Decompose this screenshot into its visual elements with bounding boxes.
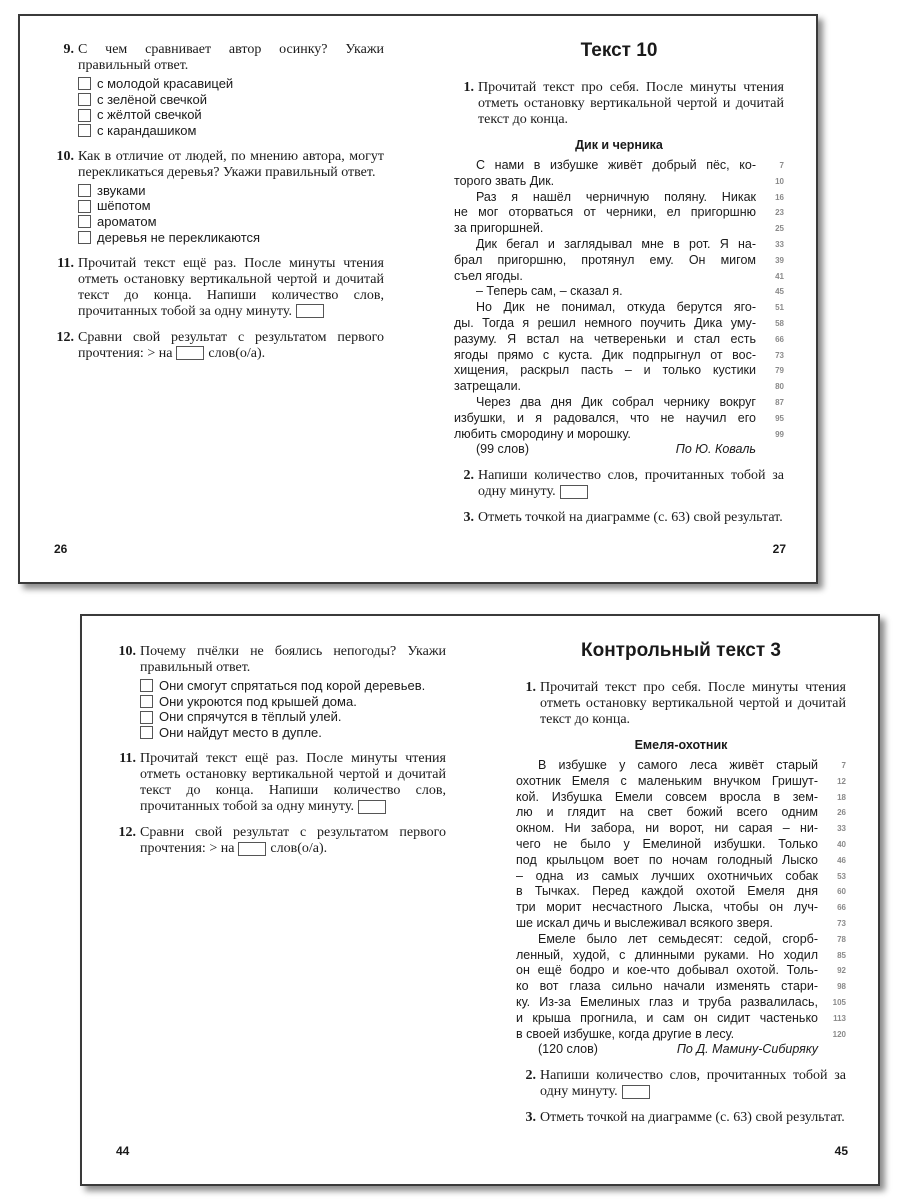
story-title: Емеля-охотник: [634, 738, 728, 752]
story-line: [516, 805, 846, 821]
story-line-text: ко вот глаза сильно начали изменять стари-: [516, 979, 818, 994]
question-10: [54, 149, 384, 246]
story-line: [516, 821, 846, 837]
answer-option[interactable]: [78, 183, 384, 199]
checkbox[interactable]: [78, 200, 91, 213]
story-line-text: избушки, и я радовался, что не научил его: [454, 410, 756, 425]
story-line: [516, 900, 846, 916]
question-number: 12.: [56, 329, 74, 345]
answer-option[interactable]: [78, 123, 384, 139]
story-line-text: и крыша прогнила, и сам он сидит частенько: [516, 1010, 818, 1025]
word-counter: 12: [837, 776, 846, 786]
word-counter: 66: [775, 334, 784, 344]
story-line-text: ягоды прямо с куста. Дик подпрыгнул от вос-: [454, 347, 756, 362]
story-line: [516, 963, 846, 979]
page-45: [482, 616, 882, 1184]
story-line: [454, 300, 784, 316]
story-title: Дик и черника: [575, 138, 663, 152]
word-counter: 66: [837, 903, 846, 913]
option-label: Они укроются под крышей дома.: [159, 693, 357, 709]
story-line-text: С нами в избушке живёт добрый пёс, ко-: [476, 158, 756, 172]
answer-options: [140, 678, 446, 741]
option-label: Они спрячутся в тёплый улей.: [159, 709, 342, 725]
story-line: [516, 948, 846, 964]
question-text: Сравни свой результат с результатом первого прочтения: > на: [140, 824, 446, 856]
word-counter: 73: [837, 918, 846, 928]
story-line-text: Но Дик не понимал, откуда берутся яго-: [476, 300, 756, 315]
story-text: [454, 158, 784, 442]
question-2: [516, 1068, 846, 1100]
story-line-text: за пригоршней.: [454, 221, 544, 236]
story-line-text: он ещё бодро и кое-что добывал охотой. Толь-: [516, 963, 818, 978]
story-footer: [454, 442, 784, 458]
word-counter: 78: [837, 934, 846, 944]
story-line-text: затрещали.: [454, 379, 522, 394]
story-line: [454, 190, 784, 206]
word-counter: 16: [775, 192, 784, 202]
story-line-text: кой. Избушка Емели совсем вросла в зем-: [516, 789, 818, 804]
story-line: [454, 332, 784, 348]
option-label: с карандашиком: [97, 122, 197, 138]
word-counter: 113: [833, 1013, 846, 1023]
word-counter: 40: [837, 839, 846, 849]
story-line: [454, 237, 784, 253]
story-line: [454, 221, 784, 237]
option-label: ароматом: [97, 213, 157, 229]
question-number: 10.: [118, 644, 136, 659]
story-line: [516, 774, 846, 790]
word-counter: 105: [832, 997, 846, 1007]
story-line: [516, 853, 846, 869]
story-line: [516, 995, 846, 1011]
story-line-text: Раз я нашёл черничную поляну. Никак: [476, 189, 756, 204]
option-label: Они смогут спрятаться под корой деревьев.: [159, 677, 426, 693]
word-counter: 99: [775, 429, 784, 439]
story-line-text: брал пригоршню, протянул ему. Он мигом: [454, 252, 756, 267]
story-line-text: под крыльцом воет по ночам голодный Лыско: [516, 852, 818, 867]
story-line: [454, 205, 784, 221]
story-line-text: разуму. Я встал на четвереньки и стал есть: [454, 331, 756, 346]
story-line: [454, 284, 784, 300]
story-line-text: – Теперь сам, – сказал я.: [476, 284, 623, 299]
word-counter: 7: [841, 761, 846, 770]
story-line: [454, 316, 784, 332]
question-number: 3.: [463, 510, 474, 526]
question-12: [116, 825, 446, 857]
word-counter: 18: [837, 792, 846, 802]
story-author: По Д. Мамину-Сибиряку: [676, 1042, 818, 1057]
story-line-text: в своей избушке, когда другие в лесу.: [516, 1026, 735, 1041]
question-text: С чем сравнивает автор осинку? Укажи правильный ответ.: [78, 42, 384, 73]
question-text: Прочитай текст про себя. После минуты чтения отметь остановку вертикальной чертой и дочитай текст до конца.: [540, 680, 846, 727]
story-line-text: В избушке у самого леса живёт старый: [538, 758, 818, 772]
checkbox[interactable]: [78, 93, 91, 106]
question-12: [54, 330, 384, 362]
word-counter: 41: [775, 271, 784, 281]
question-1: [516, 680, 846, 728]
checkbox[interactable]: [78, 109, 91, 122]
story-line-text: в Тычках. Перед каждой охотой Емеля дня: [516, 884, 818, 899]
story-line: [454, 363, 784, 379]
word-counter: 85: [837, 950, 846, 960]
checkbox[interactable]: [140, 726, 153, 739]
word-counter: 39: [775, 255, 784, 265]
story-line-text: не мог оторваться от черники, ел пригоршню: [454, 205, 756, 220]
question-text: Напиши количество слов, прочитанных тобой за одну минуту.: [540, 1068, 846, 1100]
question-number: 10.: [56, 148, 74, 164]
word-counter: 98: [837, 982, 846, 992]
word-counter: 79: [775, 366, 784, 376]
word-count: (99 слов): [476, 442, 529, 457]
answer-option[interactable]: [78, 230, 384, 246]
page-title: Текст 10: [580, 40, 658, 61]
answer-option[interactable]: [140, 694, 446, 710]
word-counter: 73: [775, 350, 784, 360]
question-text-suffix: слов(о/а).: [270, 840, 328, 856]
word-counter: 58: [775, 318, 784, 328]
word-count: (120 слов): [538, 1042, 598, 1057]
question-3: [454, 510, 784, 526]
question-text: Прочитай текст ещё раз. После минуты чтения отметь остановку вертикальной чертой и дочитай текст до конца. Напиши количество слов, прочитанных тобой за одну минуту.: [78, 255, 384, 319]
story-line-text: лю и глядит на свет божий всего одним: [516, 805, 818, 820]
question-number: 2.: [463, 468, 474, 484]
checkbox[interactable]: [140, 695, 153, 708]
option-label: с молодой красавицей: [97, 75, 234, 91]
checkbox[interactable]: [78, 184, 91, 197]
answer-option[interactable]: [140, 709, 446, 725]
word-counter: 60: [837, 887, 846, 897]
checkbox[interactable]: [78, 124, 91, 137]
story-line: [516, 932, 846, 948]
answer-options: [78, 183, 384, 246]
question-text-suffix: слов(о/а).: [208, 345, 266, 361]
page-44: [82, 616, 482, 1184]
story-line: [454, 158, 784, 174]
story-line: [516, 758, 846, 774]
word-counter: 51: [775, 303, 784, 313]
story-line-text: ше искал дичь и выслеживал всякого зверя.: [516, 915, 773, 930]
page-26: [20, 16, 420, 582]
story-line: [516, 837, 846, 853]
question-number: 3.: [525, 1110, 536, 1126]
page-27: [420, 16, 820, 582]
story-line: [454, 395, 784, 411]
question-number: 1.: [463, 80, 474, 95]
story-line: [516, 979, 846, 995]
answer-box[interactable]: [560, 485, 588, 499]
story-line-text: охотник Емеля с маленьким внучком Гришут-: [516, 773, 818, 788]
word-counter: 33: [837, 824, 846, 834]
word-counter: 26: [837, 808, 846, 818]
story-line: [516, 884, 846, 900]
question-text: Отметь точкой на диаграмме (с. 63) свой результат.: [478, 510, 783, 526]
story-line: [454, 379, 784, 395]
story-line: [454, 174, 784, 190]
answer-option[interactable]: [140, 725, 446, 741]
question-number: 1.: [525, 680, 536, 695]
page-number: 45: [834, 1144, 848, 1158]
word-counter: 10: [775, 176, 784, 186]
answer-option[interactable]: [78, 76, 384, 92]
question-text: Прочитай текст про себя. После минуты чтения отметь остановку вертикальной чертой и дочитай текст до конца.: [478, 80, 784, 127]
story-line: [516, 916, 846, 932]
question-number: 11.: [57, 255, 74, 271]
page-number: 26: [54, 542, 68, 556]
question-text: Отметь точкой на диаграмме (с. 63) свой результат.: [540, 1110, 845, 1126]
story-line: [516, 1027, 846, 1043]
word-counter: 80: [775, 382, 784, 392]
question-10: [116, 644, 446, 741]
story-line-text: ленный, худой, с длинными руками. Но ходил: [516, 947, 818, 962]
story-line: [454, 427, 784, 443]
story-line-text: окном. Ни забора, ни ворот, ни сарая – ни-: [516, 821, 818, 836]
story-line: [454, 348, 784, 364]
word-counter: 46: [837, 855, 846, 865]
story-line-text: ды. Тогда я решил немного поучить Дика уму-: [454, 315, 756, 330]
word-counter: 87: [775, 397, 784, 407]
story-line-text: Через два дня Дик собрал чернику вокруг: [476, 394, 756, 409]
word-counter: 23: [775, 208, 784, 218]
question-text: Как в отличие от людей, по мнению автора, могут перекликаться деревья? Укажи правильный ответ.: [78, 148, 384, 180]
word-counter: 53: [837, 871, 846, 881]
answer-options: [78, 76, 384, 139]
question-11: [116, 751, 446, 815]
story-line-text: Емеле было лет семьдесят: седой, сгорб-: [538, 931, 818, 946]
checkbox[interactable]: [78, 77, 91, 90]
option-label: звуками: [97, 182, 146, 198]
question-number: 11.: [119, 750, 136, 766]
option-label: Они найдут место в дупле.: [159, 724, 322, 740]
checkbox[interactable]: [140, 711, 153, 724]
story-line-text: любить смородину и морошку.: [454, 426, 631, 441]
question-11: [54, 256, 384, 320]
story-line-text: Дик бегал и заглядывал мне в рот. Я на-: [476, 236, 756, 251]
question-number: 2.: [525, 1068, 536, 1084]
word-counter: 45: [775, 287, 784, 297]
word-counter: 120: [832, 1029, 846, 1039]
option-label: с зелёной свечкой: [97, 91, 207, 107]
option-label: деревья не перекликаются: [97, 229, 261, 245]
answer-box[interactable]: [176, 346, 204, 360]
answer-option[interactable]: [140, 678, 446, 694]
answer-box[interactable]: [358, 800, 386, 814]
word-counter: 25: [775, 224, 784, 234]
answer-box[interactable]: [238, 842, 266, 856]
answer-option[interactable]: [78, 92, 384, 108]
question-number: 12.: [118, 824, 136, 840]
story-line: [454, 411, 784, 427]
story-line: [516, 869, 846, 885]
story-line: [454, 269, 784, 285]
option-label: с жёлтой свечкой: [97, 107, 202, 123]
story-line-text: – одна из самых лучших охотничьих собак: [516, 868, 818, 883]
word-counter: 7: [779, 161, 784, 170]
answer-option[interactable]: [78, 107, 384, 123]
answer-option[interactable]: [78, 198, 384, 214]
question-text: Прочитай текст ещё раз. После минуты чтения отметь остановку вертикальной чертой и дочитай текст до конца. Напиши количество слов, прочитанных тобой за одну минуту.: [140, 750, 446, 814]
book-spread-1: [18, 14, 818, 584]
story-line: [454, 253, 784, 269]
word-counter: 33: [775, 239, 784, 249]
answer-option[interactable]: [78, 214, 384, 230]
word-counter: 92: [837, 966, 846, 976]
story-line: [516, 1011, 846, 1027]
story-line-text: торого звать Дик.: [454, 173, 555, 188]
answer-box[interactable]: [622, 1085, 650, 1099]
story-line-text: чего не было у Емелиной избушки. Только: [516, 836, 818, 851]
question-number: 9.: [63, 42, 74, 57]
story-text: [516, 758, 846, 1042]
checkbox[interactable]: [140, 679, 153, 692]
word-counter: 95: [775, 413, 784, 423]
question-text: Сравни свой результат с результатом первого прочтения: > на: [78, 329, 384, 361]
page-number: 44: [116, 1144, 130, 1158]
story-line-text: съел ягоды.: [454, 268, 523, 283]
question-2: [454, 468, 784, 500]
page-title: Контрольный текст 3: [581, 640, 781, 661]
story-footer: [516, 1042, 846, 1058]
question-9: [54, 42, 384, 139]
book-spread-2: [80, 614, 880, 1186]
story-line-text: ку. Из-за Емелиных глаз и труба развалилась,: [516, 994, 818, 1009]
answer-box[interactable]: [296, 304, 324, 318]
story-line: [516, 790, 846, 806]
story-line-text: хищения, раскрыл пасть – и только кустики: [454, 363, 756, 378]
story-line-text: три морит несчастного Лыска, чтобы он луч-: [516, 900, 818, 915]
checkbox[interactable]: [78, 215, 91, 228]
option-label: шёпотом: [97, 198, 151, 214]
question-3: [516, 1110, 846, 1126]
checkbox[interactable]: [78, 231, 91, 244]
page-number: 27: [772, 542, 786, 556]
story-author: По Ю. Коваль: [675, 442, 756, 457]
question-text: Почему пчёлки не боялись непогоды? Укажи правильный ответ.: [140, 644, 446, 675]
question-text: Напиши количество слов, прочитанных тобой за одну минуту.: [478, 468, 784, 500]
question-1: [454, 80, 784, 128]
